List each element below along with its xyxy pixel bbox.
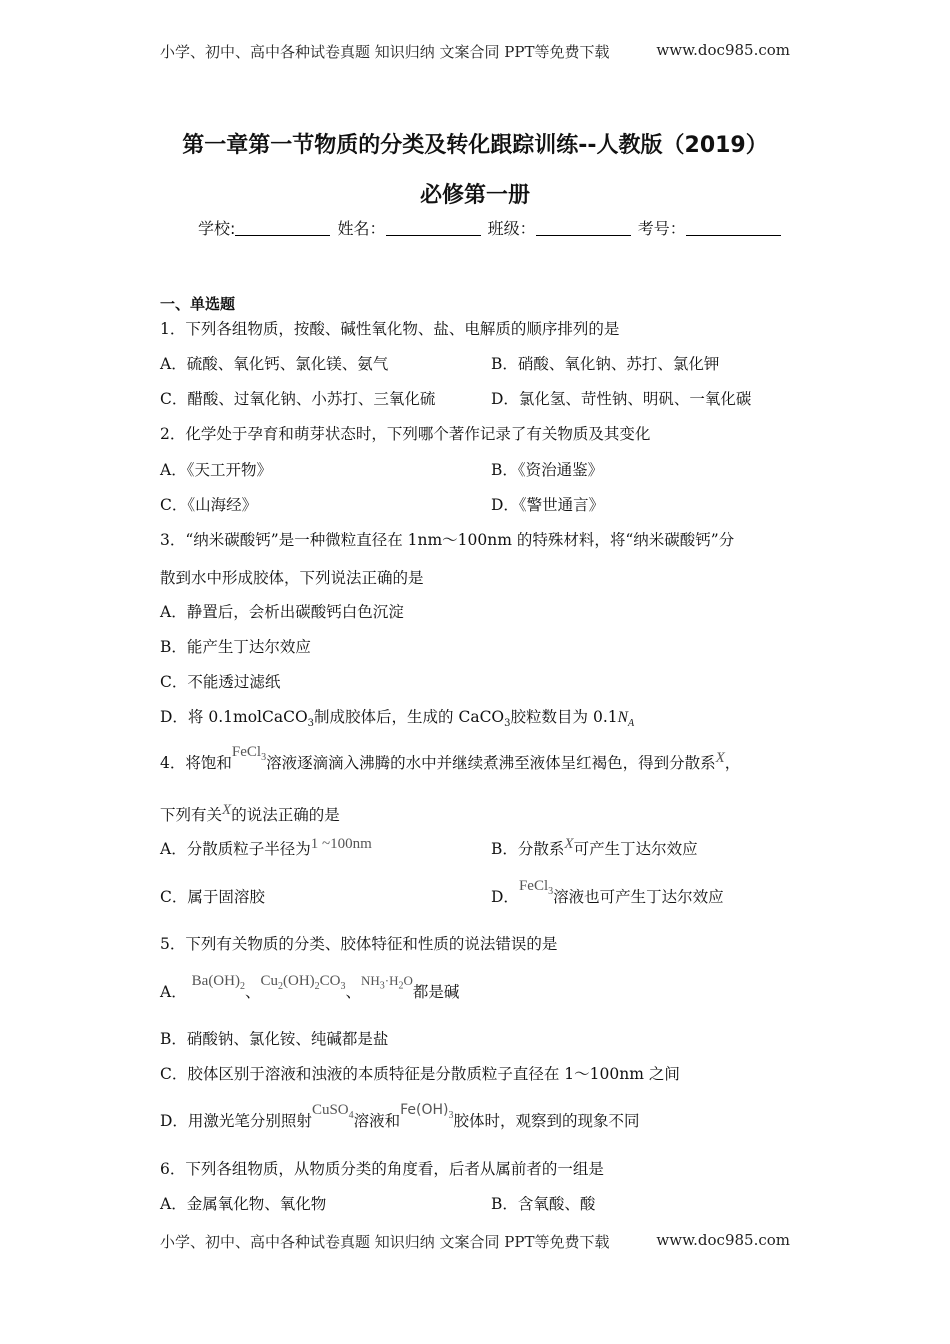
formula-cuso4: CuSO$_4$	[311, 1102, 354, 1121]
number-label: 考号：	[637, 219, 686, 238]
number-blank	[686, 221, 781, 236]
q2-stem: 2．化学处于孕育和萌芽状态时，下列哪个著作记录了有关物质及其变化	[160, 425, 651, 443]
q1-option-b: B．硝酸、氧化钠、苏打、氯化钾	[491, 355, 720, 373]
q4-stem-line1: 4．将饱和FeCl$_3$溶液逐滴滴入沸腾的水中并继续煮沸至液体呈红褐色，得到分散系X，	[160, 744, 741, 772]
q2-option-a: A．《天工开物》	[160, 461, 272, 479]
formula-nh3h2o: NH3·H2O	[361, 973, 413, 992]
q4-option-b: B．分散系X可产生丁达尔效应	[491, 836, 698, 858]
q5-option-d: D．用激光笔分别照射CuSO$_4$溶液和$Fe(OH)_3$胶体时，观察到的现象不同	[160, 1102, 640, 1130]
q5-option-a: A． $Ba(OH)_2$、$Cu_2(OH)_2CO_3$、$^{NH_3\cdot H_2O}$都是碱	[160, 973, 460, 1001]
formula-fecl3: FeCl$_3$	[231, 744, 267, 763]
q4-stem-line2: 下列有关X的说法正确的是	[160, 802, 340, 824]
doc-title: 第一章第一节物质的分类及转化跟踪训练--人教版（2019）	[182, 133, 768, 158]
q3-option-b: B．能产生丁达尔效应	[160, 638, 311, 656]
school-blank	[235, 221, 330, 236]
page-footer	[160, 1231, 790, 1252]
q4-option-a: A．分散质粒子半径为1 ~100nm	[160, 836, 372, 858]
name-label: 姓名：	[337, 219, 386, 238]
q1-option-d: D．氯化氢、苛性钠、明矾、一氧化碳	[491, 390, 752, 408]
q2-option-b: B．《资治通鉴》	[491, 461, 604, 479]
class-blank	[536, 221, 631, 236]
q5-stem: 5．下列有关物质的分类、胶体特征和性质的说法错误的是	[160, 935, 558, 953]
q6-option-b: B．含氧酸、酸	[491, 1195, 596, 1213]
q1-option-c: C．醋酸、过氧化钠、小苏打、三氧化硫	[160, 390, 436, 408]
formula-cu2oh2co3: $Cu_2(OH)_2CO_3$	[260, 973, 346, 992]
q3-stem-line1: 3．“纳米碳酸钙”是一种微粒直径在 1nm～100nm 的特殊材料，将“纳米碳酸钙”分	[160, 531, 735, 549]
q4-option-c: C．属于固溶胶	[160, 888, 265, 906]
q3-option-d: D．将 0.1molCaCO$_3$制成胶体后，生成的 CaCO$_3$胶粒数目为 $0.1N_A$	[160, 708, 635, 730]
q6-stem: 6．下列各组物质，从物质分类的角度看，后者从属前者的一组是	[160, 1160, 604, 1178]
q5-option-c: C．胶体区别于溶液和浊液的本质特征是分散质粒子直径在 1～100nm 之间	[160, 1065, 680, 1083]
class-label: 班级：	[487, 219, 536, 238]
q1-option-a: A．硫酸、氧化钙、氯化镁、氨气	[160, 355, 389, 373]
school-label: 学校:	[198, 219, 236, 238]
q3-stem-line2: 散到水中形成胶体，下列说法正确的是	[160, 569, 424, 587]
footer-site[interactable]: www.doc985.com	[656, 1231, 790, 1249]
formula-baoh2: $Ba(OH)_2$	[191, 973, 245, 992]
formula-feoh3: $Fe(OH)_3$	[400, 1102, 454, 1121]
q3-option-c: C．不能透过滤纸	[160, 673, 281, 691]
header-site[interactable]: www.doc985.com	[656, 41, 790, 59]
page-header	[160, 41, 790, 62]
doc-subtitle: 必修第一册	[419, 183, 530, 208]
q2-option-c: C．《山海经》	[160, 496, 258, 514]
header-text: 小学、初中、高中各种试卷真题 知识归纳 文案合同 PPT等免费下载	[160, 43, 610, 61]
footer-text: 小学、初中、高中各种试卷真题 知识归纳 文案合同 PPT等免费下载	[160, 1233, 610, 1251]
q1-stem: 1．下列各组物质，按酸、碱性氧化物、盐、电解质的顺序排列的是	[160, 320, 620, 338]
q4-option-d: D．FeCl$_3$溶液也可产生丁达尔效应	[491, 878, 724, 906]
name-blank	[386, 221, 481, 236]
q6-option-a: A．金属氧化物、氧化物	[160, 1195, 327, 1213]
formula-fecl3: FeCl$_3$	[518, 878, 554, 897]
section-heading: 一、单选题	[160, 295, 236, 313]
student-info-line	[198, 216, 783, 239]
q3-option-a: A．静置后，会析出碳酸钙白色沉淀	[160, 603, 404, 621]
q2-option-d: D．《警世通言》	[491, 496, 605, 514]
q5-option-b: B．硝酸钠、氯化铵、纯碱都是盐	[160, 1030, 389, 1048]
